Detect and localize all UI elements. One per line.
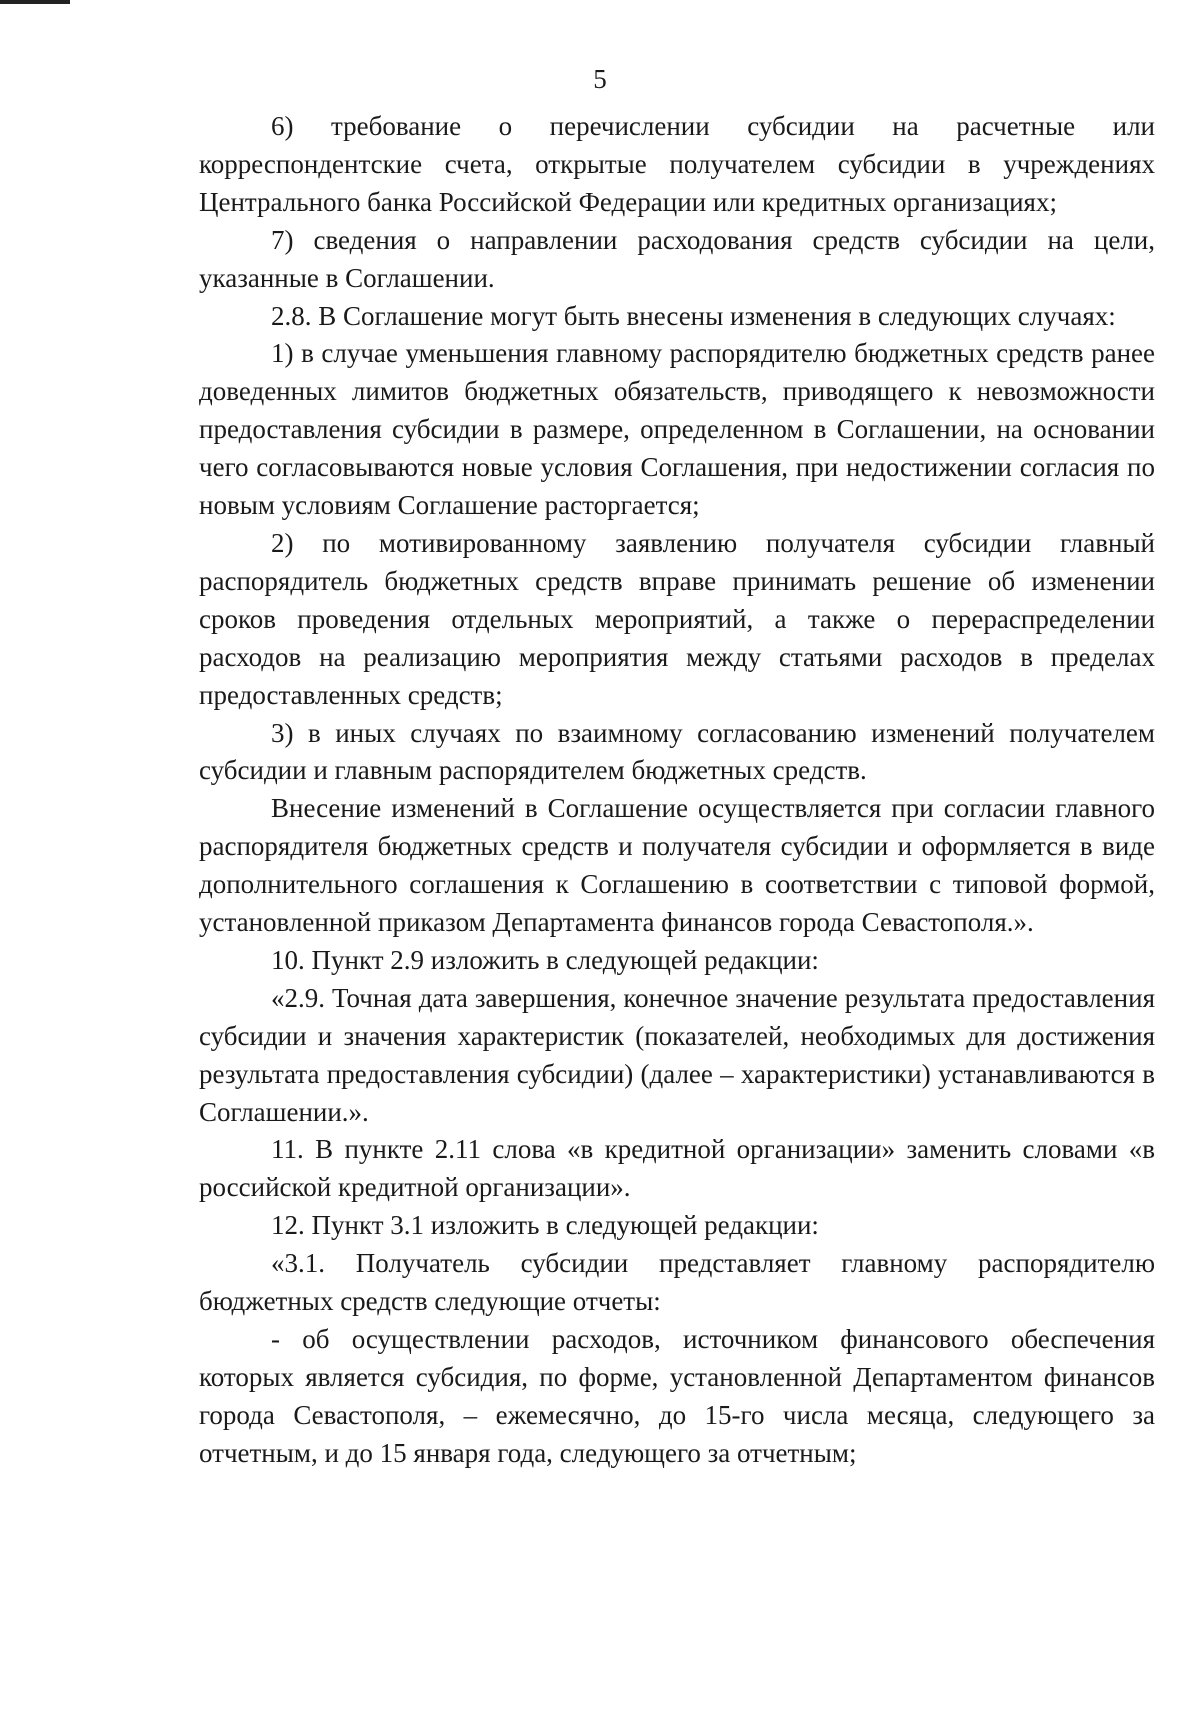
paragraph-point-11: 11. В пункте 2.11 слова «в кредитной организации» заменить словами «в российской кредитной организации». [199, 1134, 1155, 1203]
paragraph-case-2: 2) по мотивированному заявлению получателя субсидии главный распорядитель бюджетных средств вправе принимать решение об изменении сроков проведения отдельных мероприятий, а также о перераспределении расходов на реализацию мероприятия между статьями расходов в пределах предоставленных средств; [199, 527, 1155, 710]
paragraph-section-2-9: «2.9. Точная дата завершения, конечное значение результата предоставления субсидии и значения характеристик (показателей, необходимых для достижения результата предоставления субсидии) (далее – характеристики) устанавливаются в Соглашении.». [199, 982, 1155, 1127]
paragraph-item-7: 7) сведения о направлении расходования средств субсидии на цели, указанные в Соглашении. [199, 224, 1155, 293]
scan-edge-mark [0, 0, 70, 4]
paragraph-point-10: 10. Пункт 2.9 изложить в следующей редакции: [271, 944, 819, 975]
paragraph-amendment-procedure: Внесение изменений в Соглашение осуществляется при согласии главного распорядителя бюджетных средств и получателя субсидии и оформляется в виде дополнительного соглашения к Соглашению в соответствии с типовой формой, установленной приказом Департамента финансов города Севастополя.». [199, 793, 1155, 938]
page-number: 5 [593, 64, 607, 94]
document-body [199, 108, 1155, 1473]
paragraph-case-3: 3) в иных случаях по взаимному согласованию изменений получателем субсидии и главным распорядителем бюджетных средств. [199, 717, 1155, 786]
paragraph-point-12: 12. Пункт 3.1 изложить в следующей редакции: [271, 1210, 819, 1241]
paragraph-report-expenses: - об осуществлении расходов, источником финансового обеспечения которых является субсидия, по форме, установленной Департаментом финансов города Севастополя, – ежемесячно, до 15-го числа месяца, следующего за отчетным, и до 15 января года, следующего за отчетным; [199, 1324, 1155, 1468]
paragraph-case-1: 1) в случае уменьшения главному распорядителю бюджетных средств ранее доведенных лимитов бюджетных обязательств, приводящего к невозможности предоставления субсидии в размере, определенном в Соглашении, на основании чего согласовываются новые условия Соглашения, при недостижении согласия по новым условиям Соглашение расторгается; [199, 338, 1155, 521]
paragraph-section-3-1: «3.1. Получатель субсидии представляет главному распорядителю бюджетных средств следующие отчеты: [199, 1248, 1155, 1317]
paragraph-item-6: 6) требование о перечислении субсидии на расчетные или корреспондентские счета, открытые получателем субсидии в учреждениях Центрального банка Российской Федерации или кредитных организациях; [199, 111, 1155, 217]
paragraph-section-2-8: 2.8. В Соглашение могут быть внесены изменения в следующих случаях: [271, 300, 1116, 331]
